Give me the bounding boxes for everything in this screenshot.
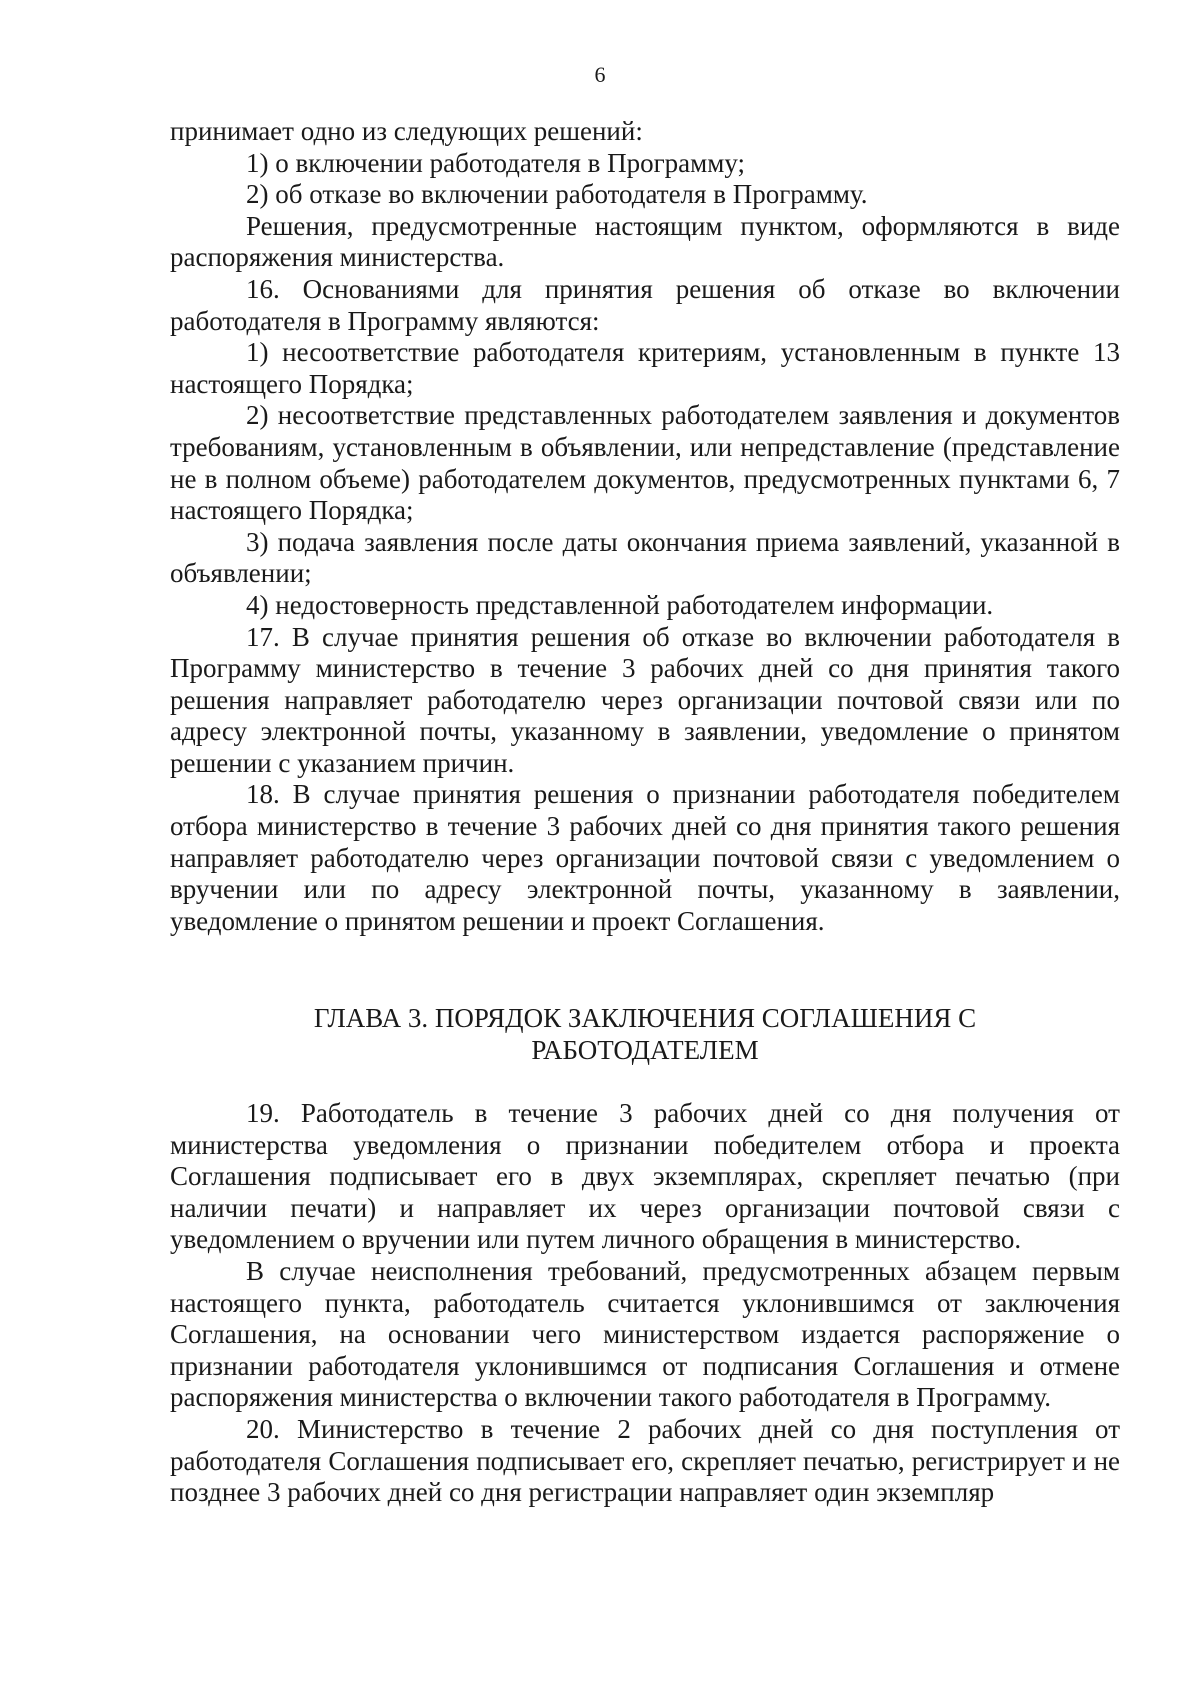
list-item: 2) об отказе во включении работодателя в Программу. xyxy=(246,179,868,210)
list-item: 3) подача заявления после даты окончания приема заявлений, указанной в объявлении; xyxy=(170,526,1120,589)
list-item: 1) несоответствие работодателя критериям, установленным в пункте 13 настоящего Порядка; xyxy=(170,337,1120,399)
chapter-heading-line-2: РАБОТОДАТЕЛЕМ xyxy=(531,1035,759,1065)
list-item: 4) недостоверность представленной работодателем информации. xyxy=(246,589,994,620)
document-body-bottom xyxy=(170,1098,1120,1509)
paragraph-clause-19: 19. Работодатель в течение 3 рабочих дней со дня получения от министерства уведомления о признании победителем отбора и проекта Соглашения подписывает его в двух экземплярах, скрепляет печатью (при наличии печати) и направляет их через организации почтовой связи с уведомлением о вручении или путем личного обращения в министерство. xyxy=(170,1098,1120,1255)
paragraph-clause-18: 18. В случае принятия решения о признании работодателя победителем отбора министерство в течение 3 рабочих дней со дня принятия такого решения направляет работодателю через организации почтовой связи с уведомлением о вручении или по адресу электронной почты, указанному в заявлении, уведомление о принятом решении и проект Соглашения. xyxy=(170,779,1120,936)
document-body-top xyxy=(170,116,1120,937)
chapter-heading xyxy=(170,1002,1120,1066)
list-item: 1) о включении работодателя в Программу; xyxy=(246,147,745,178)
paragraph-clause-20: 20. Министерство в течение 2 рабочих дней со дня поступления от работодателя Соглашения подписывает его, скрепляет печатью, регистрирует и не позднее 3 рабочих дней со дня регистрации направляет один экземпляр xyxy=(170,1413,1120,1508)
paragraph: В случае неисполнения требований, предусмотренных абзацем первым настоящего пункта, работодатель считается уклонившимся от заключения Соглашения, на основании чего министерством издается распоряжение о признании работодателя уклонившимся от подписания Соглашения и отмене распоряжения министерства о включении такого работодателя в Программу. xyxy=(170,1255,1120,1413)
paragraph-clause-17: 17. В случае принятия решения об отказе во включении работодателя в Программу министерство в течение 3 рабочих дней со дня принятия такого решения направляет работодателю через организации почтовой связи или по адресу электронной почты, указанному в заявлении, уведомление о принятом решении с указанием причин. xyxy=(170,621,1120,778)
paragraph: принимает одно из следующих решений: xyxy=(170,116,643,146)
chapter-heading-line-1: ГЛАВА 3. ПОРЯДОК ЗАКЛЮЧЕНИЯ СОГЛАШЕНИЯ С xyxy=(313,1003,977,1033)
paragraph: Решения, предусмотренные настоящим пунктом, оформляются в виде распоряжения министерства. xyxy=(170,210,1120,273)
page-number: 6 xyxy=(594,62,606,87)
paragraph-clause-16: 16. Основаниями для принятия решения об отказе во включении работодателя в Программу являются: xyxy=(170,273,1120,336)
list-item: 2) несоответствие представленных работодателем заявления и документов требованиям, установленным в объявлении, или непредставление (представление не в полном объеме) работодателем документов, предусмотренных пунктами 6, 7 настоящего Порядка; xyxy=(170,400,1120,526)
